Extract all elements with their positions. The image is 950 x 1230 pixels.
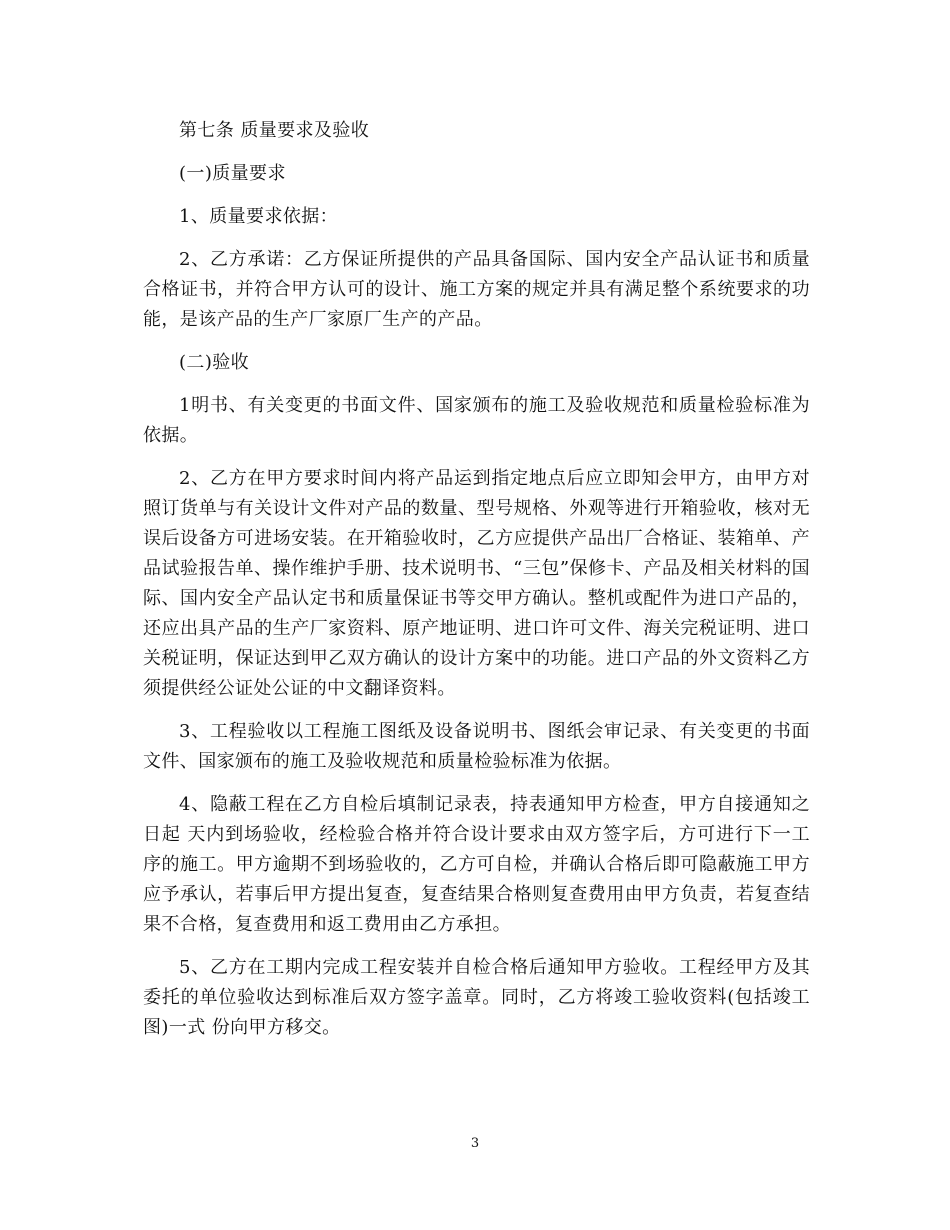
section-heading-quality: (一)质量要求 bbox=[179, 163, 286, 184]
document-body bbox=[143, 116, 810, 1043]
page-number: 3 bbox=[470, 1136, 480, 1151]
paragraph: 1、质量要求依据： bbox=[179, 206, 339, 227]
section-heading-acceptance: (二)验收 bbox=[179, 352, 250, 373]
paragraph: 4、隐蔽工程在乙方自检后填制记录表，持表通知甲方检查，甲方自接通知之日起 天内到场验收，经检验合格并符合设计要求由双方签字后，方可进行下一工序的施工。甲方逾期不到场验收的，乙方可自检，并确认合格后即可隐蔽施工甲方应予承认，若事后甲方提出复查，复查结果合格则复查费用由甲方负责，若复查结果不合格，复查费用和返工费用由乙方承担。 bbox=[143, 794, 810, 935]
paragraph: 2、乙方在甲方要求时间内将产品运到指定地点后应立即知会甲方，由甲方对照订货单与有关设计文件对产品的数量、型号规格、外观等进行开箱验收，核对无误后设备方可进场安装。在开箱验收时，乙方应提供产品出厂合格证、装箱单、产品试验报告单、操作维护手册、技术说明书、“三包”保修卡、产品及相关材料的国际、国内安全产品认定书和质量保证书等交甲方确认。整机或配件为进口产品的，还应出具产品的生产厂家资料、原产地证明、进口许可文件、海关完税证明、进口关税证明，保证达到甲乙双方确认的设计方案中的功能。进口产品的外文资料乙方须提供经公证处公证的中文翻译资料。 bbox=[143, 468, 810, 699]
paragraph: 2、乙方承诺：乙方保证所提供的产品具备国际、国内安全产品认证书和质量合格证书，并符合甲方认可的设计、施工方案的规定并具有满足整个系统要求的功能，是该产品的生产厂家原厂生产的产品。 bbox=[143, 249, 810, 330]
paragraph: 5、乙方在工期内完成工程安装并自检合格后通知甲方验收。工程经甲方及其委托的单位验收达到标准后双方签字盖章。同时，乙方将竣工验收资料(包括竣工图)一式 份向甲方移交。 bbox=[143, 957, 810, 1038]
article-heading: 第七条 质量要求及验收 bbox=[179, 120, 370, 141]
paragraph: 1明书、有关变更的书面文件、国家颁布的施工及验收规范和质量检验标准为依据。 bbox=[143, 395, 810, 446]
paragraph: 3、工程验收以工程施工图纸及设备说明书、图纸会审记录、有关变更的书面文件、国家颁布的施工及验收规范和质量检验标准为依据。 bbox=[143, 721, 810, 772]
